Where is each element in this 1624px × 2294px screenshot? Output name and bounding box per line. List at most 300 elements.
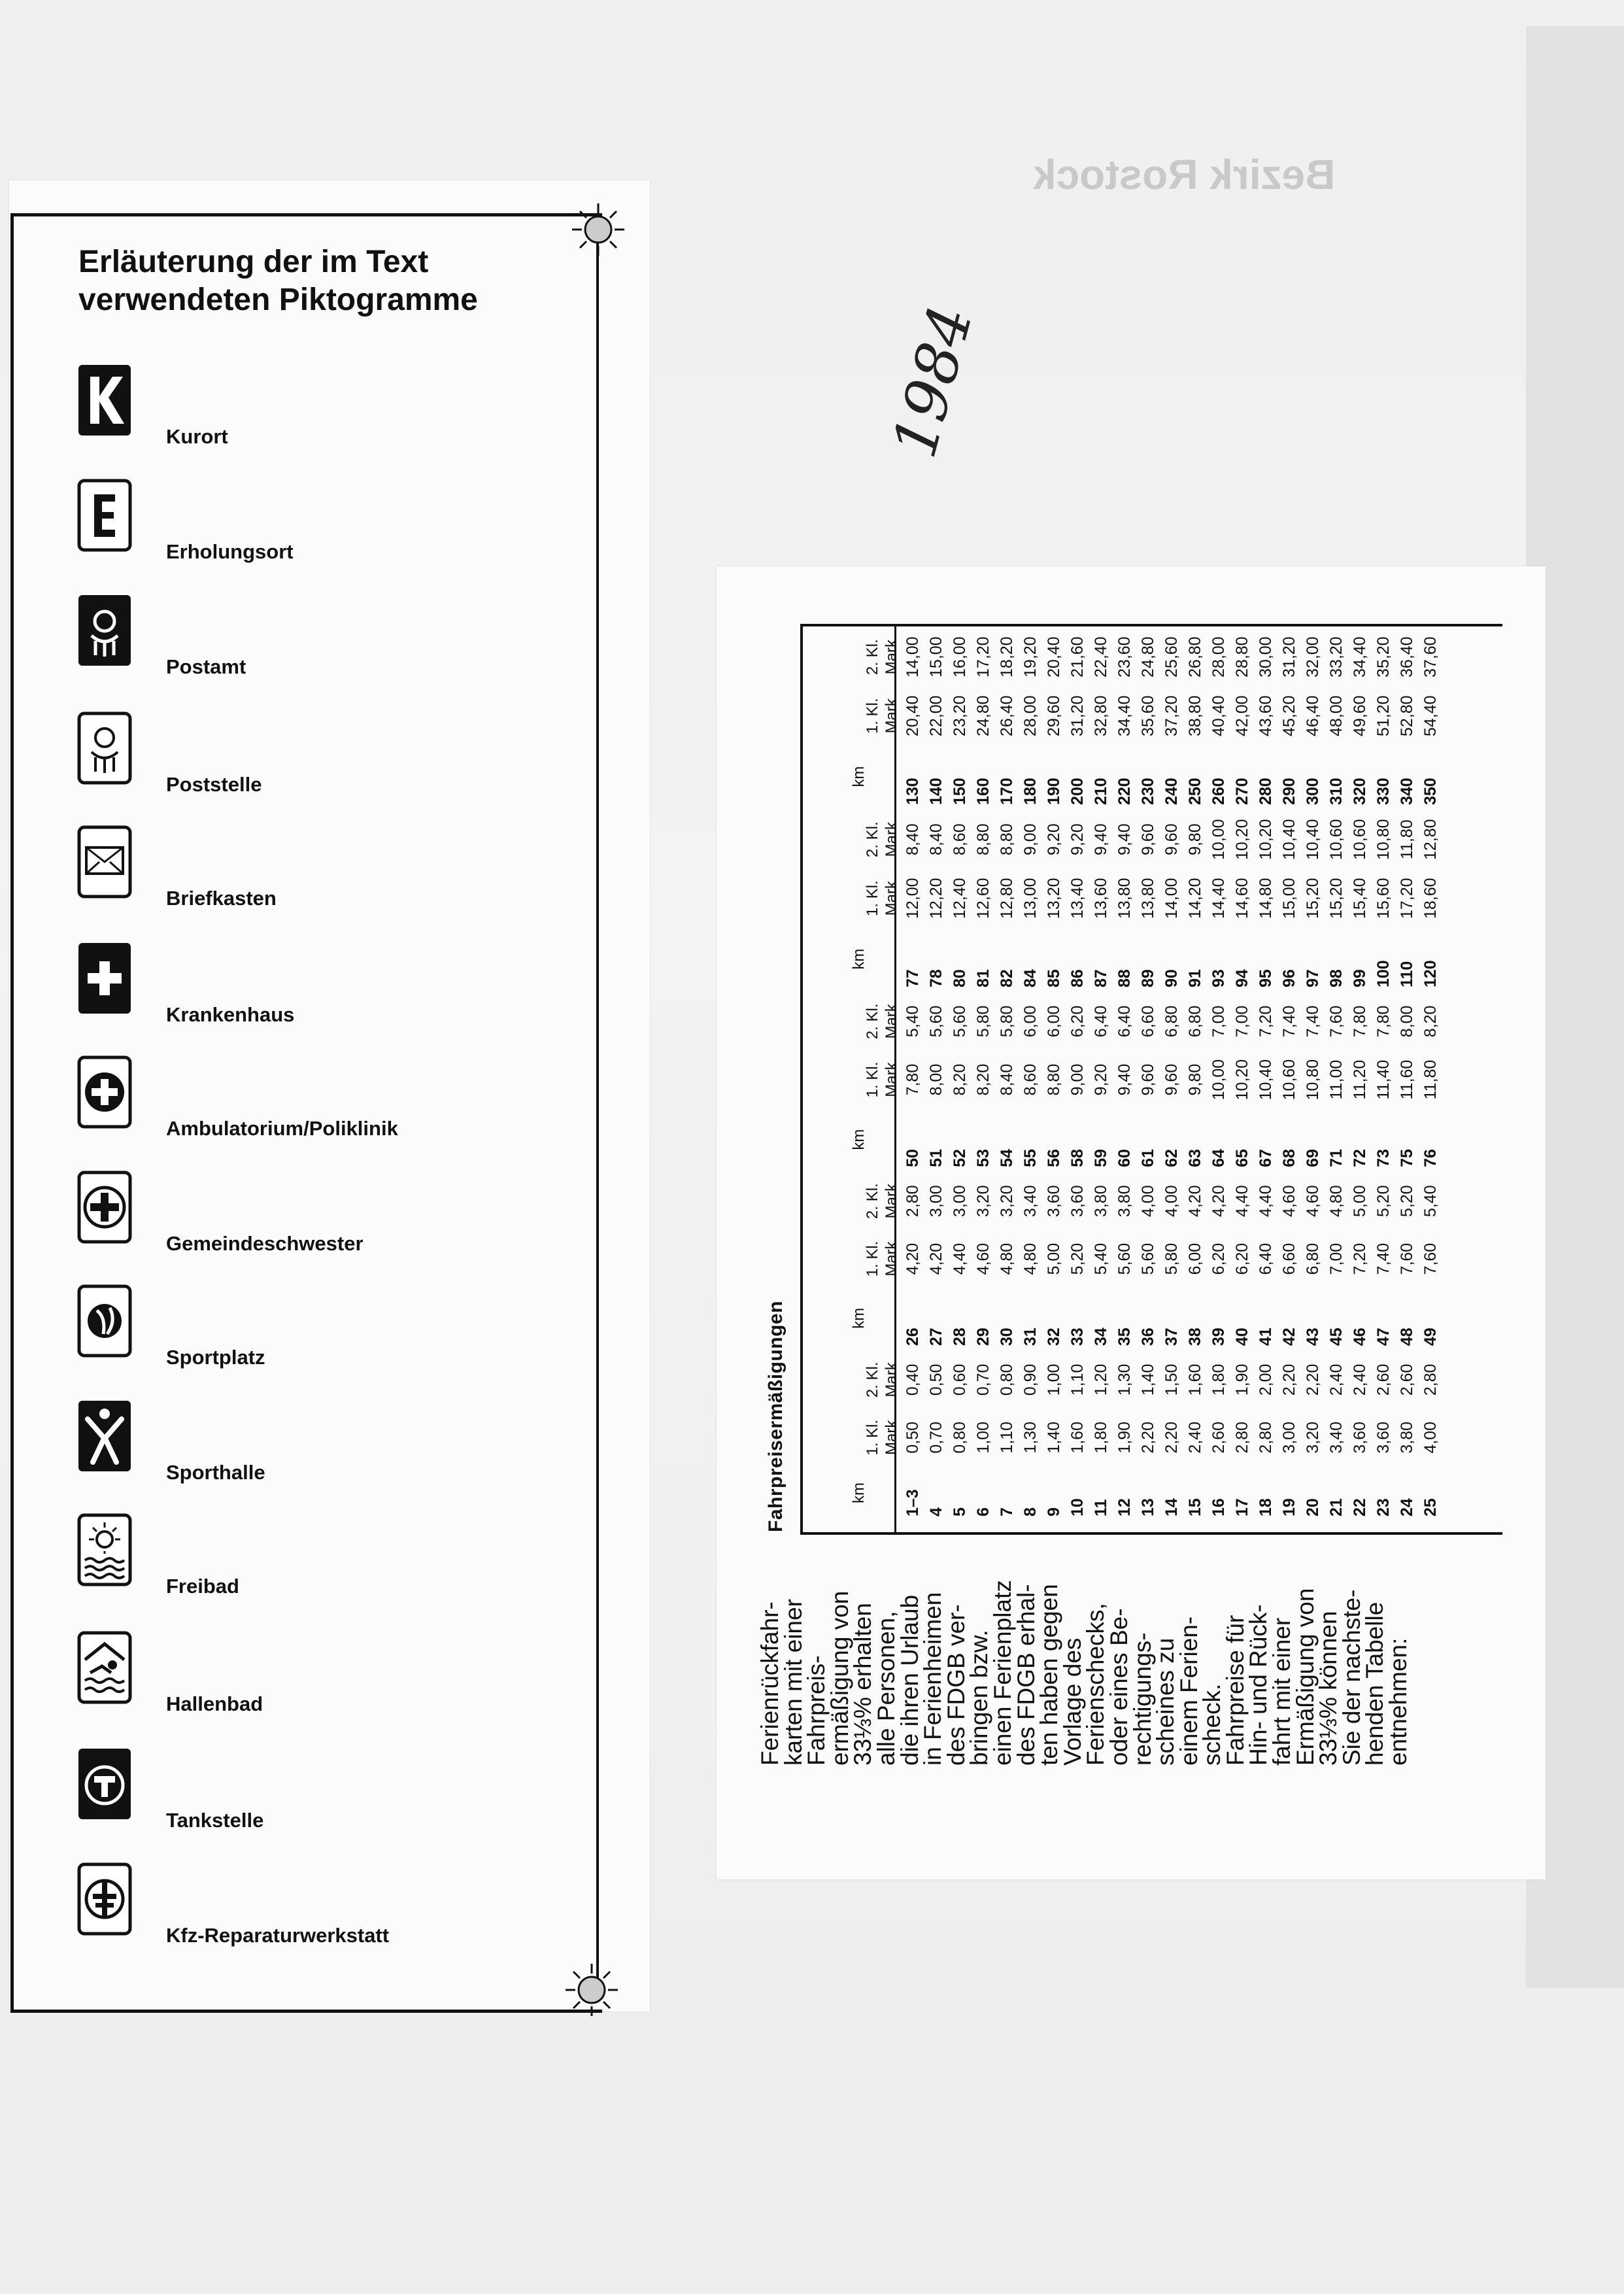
cell-2kl-mark: 30,00 (1256, 636, 1275, 677)
cell-2kl-mark: 10,00 (1209, 819, 1228, 860)
cell-km: 25 (1421, 1498, 1440, 1516)
fare-table-box (800, 624, 1502, 1535)
cell-1kl-mark: 14,40 (1209, 878, 1228, 919)
intro-line: 33⅓% erhalten (849, 1603, 877, 1766)
header-mark: Mark (883, 881, 900, 916)
cell-1kl-mark: 8,20 (950, 1063, 969, 1096)
intro-line: entnehmen: (1385, 1637, 1412, 1766)
cell-km: 130 (903, 778, 922, 806)
cell-km: 310 (1327, 778, 1345, 806)
cell-km: 320 (1350, 778, 1369, 806)
cell-2kl-mark: 31,20 (1279, 636, 1298, 677)
cell-km: 40 (1232, 1327, 1251, 1346)
cell-km: 29 (973, 1327, 992, 1346)
cell-2kl-mark: 8,00 (1397, 1005, 1416, 1038)
table-row (995, 626, 1019, 1520)
table-row (1372, 626, 1395, 1520)
cell-2kl-mark: 36,40 (1397, 636, 1416, 677)
tankstelle-icon (77, 1747, 132, 1821)
table-row (1019, 626, 1042, 1520)
cell-1kl-mark: 11,00 (1327, 1059, 1345, 1100)
header-mark: Mark (883, 822, 900, 857)
cell-km: 65 (1232, 1149, 1251, 1167)
cell-1kl-mark: 5,60 (1138, 1242, 1157, 1275)
cell-1kl-mark: 18,60 (1421, 878, 1440, 919)
cell-1kl-mark: 7,40 (1374, 1242, 1393, 1275)
cell-1kl-mark: 37,20 (1162, 695, 1181, 737)
krankenhaus-icon (77, 942, 132, 1015)
cell-2kl-mark: 26,80 (1185, 636, 1204, 677)
header-mark: Mark (883, 1184, 900, 1219)
cell-km: 39 (1209, 1327, 1228, 1346)
intro-line: bringen bzw. (966, 1630, 993, 1766)
cell-km: 90 (1162, 969, 1181, 988)
cell-1kl-mark: 9,80 (1185, 1063, 1204, 1096)
table-row (1419, 626, 1442, 1520)
cell-1kl-mark: 51,20 (1374, 695, 1393, 737)
cell-km: 75 (1397, 1149, 1416, 1167)
legend-item (77, 1747, 574, 1832)
cell-2kl-mark: 9,60 (1138, 823, 1157, 856)
cell-2kl-mark: 24,80 (1138, 636, 1157, 677)
table-row (948, 626, 972, 1520)
cell-2kl-mark: 1,10 (1068, 1363, 1087, 1396)
cell-1kl-mark: 0,80 (950, 1422, 969, 1454)
cell-2kl-mark: 11,80 (1397, 819, 1416, 860)
header-class: 1. Kl. (864, 1061, 881, 1098)
header-class-mark (816, 626, 901, 687)
cell-1kl-mark: 9,00 (1068, 1063, 1087, 1096)
cell-1kl-mark: 6,20 (1209, 1242, 1228, 1275)
cell-km: 230 (1138, 778, 1157, 806)
header-mark: Mark (883, 1362, 900, 1397)
cell-2kl-mark: 8,40 (926, 823, 945, 856)
legend-title (78, 243, 575, 319)
cell-1kl-mark: 45,20 (1279, 695, 1298, 737)
cell-km: 80 (950, 969, 969, 988)
cell-2kl-mark: 4,20 (1185, 1185, 1204, 1218)
cell-km: 8 (1021, 1507, 1040, 1516)
cell-1kl-mark: 7,60 (1421, 1242, 1440, 1275)
cell-2kl-mark: 3,20 (997, 1185, 1016, 1218)
cell-km: 10 (1068, 1498, 1087, 1516)
cell-km: 68 (1279, 1149, 1298, 1167)
table-row (1395, 626, 1419, 1520)
cell-km: 190 (1044, 778, 1063, 806)
intro-line: Ermäßigung von (1291, 1588, 1319, 1766)
intro-line: einem Ferien- (1175, 1616, 1202, 1766)
intro-line: Fahrpreise für (1221, 1615, 1249, 1766)
cell-km: 50 (903, 1149, 922, 1167)
cell-km: 55 (1021, 1149, 1040, 1167)
cell-km: 12 (1115, 1498, 1134, 1516)
cell-1kl-mark: 9,60 (1162, 1063, 1181, 1096)
cell-km: 31 (1021, 1327, 1040, 1346)
header-class: 1. Kl. (864, 698, 881, 734)
cell-1kl-mark: 3,60 (1350, 1422, 1369, 1454)
cell-1kl-mark: 1,00 (973, 1422, 992, 1454)
cell-km: 260 (1209, 778, 1228, 806)
freibad-icon (77, 1513, 132, 1586)
cell-km: 27 (926, 1327, 945, 1346)
cell-2kl-mark: 10,60 (1350, 819, 1369, 860)
legend-item-label: Poststelle (166, 773, 262, 796)
header-km: km (849, 1482, 868, 1503)
cell-km: 14 (1162, 1498, 1181, 1516)
cell-1kl-mark: 12,40 (950, 878, 969, 919)
cell-km: 220 (1115, 778, 1134, 806)
cell-1kl-mark: 52,80 (1397, 695, 1416, 737)
cell-1kl-mark: 3,60 (1374, 1422, 1393, 1454)
cell-1kl-mark: 15,40 (1350, 878, 1369, 919)
intro-line: einen Ferienplatz (989, 1580, 1016, 1766)
cell-km: 290 (1279, 778, 1298, 806)
cell-2kl-mark: 4,20 (1209, 1185, 1228, 1218)
legend-item-label: Krankenhaus (166, 1003, 295, 1026)
cell-1kl-mark: 0,70 (926, 1422, 945, 1454)
table-row (1301, 626, 1325, 1520)
cell-km: 41 (1256, 1327, 1275, 1346)
legend-item (77, 1055, 574, 1140)
cell-1kl-mark: 8,40 (997, 1063, 1016, 1096)
cell-2kl-mark: 7,80 (1350, 1005, 1369, 1038)
cell-1kl-mark: 24,80 (973, 695, 992, 737)
cell-km: 60 (1115, 1149, 1134, 1167)
cell-2kl-mark: 0,90 (1021, 1363, 1040, 1396)
cell-1kl-mark: 12,20 (926, 878, 945, 919)
cell-1kl-mark: 8,20 (973, 1063, 992, 1096)
cell-1kl-mark: 8,00 (926, 1063, 945, 1096)
cell-2kl-mark: 9,20 (1044, 823, 1063, 856)
cell-2kl-mark: 0,40 (903, 1363, 922, 1396)
briefkasten-icon (77, 825, 132, 899)
cell-2kl-mark: 8,40 (903, 823, 922, 856)
cell-km: 7 (997, 1507, 1016, 1516)
cell-2kl-mark: 7,00 (1209, 1005, 1228, 1038)
cell-2kl-mark: 9,40 (1091, 823, 1110, 856)
table-row (1136, 626, 1160, 1520)
cell-km: 4 (926, 1507, 945, 1516)
table-row (1160, 626, 1183, 1520)
cell-km: 300 (1303, 778, 1322, 806)
legend-item (77, 1631, 574, 1716)
cell-1kl-mark: 15,20 (1303, 878, 1322, 919)
cell-km: 38 (1185, 1327, 1204, 1346)
cell-km: 46 (1350, 1327, 1369, 1346)
legend-item-label: Kfz-Reparaturwerkstatt (166, 1924, 390, 1947)
sun-icon (569, 200, 628, 259)
cell-2kl-mark: 2,20 (1303, 1363, 1322, 1396)
header-class-mark (816, 687, 901, 744)
header-class-mark (816, 991, 901, 1052)
cell-km: 16 (1209, 1498, 1228, 1516)
cell-km: 1–3 (903, 1489, 922, 1516)
cell-1kl-mark: 12,00 (903, 878, 922, 919)
cell-km: 63 (1185, 1149, 1204, 1167)
header-km: km (849, 766, 868, 787)
cell-2kl-mark: 12,80 (1421, 819, 1440, 860)
cell-1kl-mark: 28,00 (1021, 695, 1040, 737)
intro-line: ermäßigung von (826, 1590, 853, 1766)
cell-km: 64 (1209, 1149, 1228, 1167)
cell-km: 150 (950, 778, 969, 806)
cell-2kl-mark: 16,00 (950, 636, 969, 677)
cell-1kl-mark: 10,60 (1279, 1059, 1298, 1101)
intro-line: ten haben gegen (1036, 1584, 1063, 1766)
intro-line: rechtigungs- (1128, 1632, 1156, 1766)
cell-2kl-mark: 5,60 (950, 1005, 969, 1038)
cell-km: 37 (1162, 1327, 1181, 1346)
cell-2kl-mark: 5,80 (973, 1005, 992, 1038)
cell-2kl-mark: 5,20 (1374, 1185, 1393, 1218)
cell-2kl-mark: 6,80 (1185, 1005, 1204, 1038)
cell-1kl-mark: 10,80 (1303, 1059, 1322, 1101)
cell-km: 5 (950, 1507, 969, 1516)
header-class: 1. Kl. (864, 880, 881, 917)
cell-2kl-mark: 9,20 (1068, 823, 1087, 856)
table-row (1113, 626, 1136, 1520)
cell-1kl-mark: 3,00 (1279, 1422, 1298, 1454)
cell-1kl-mark: 4,20 (926, 1242, 945, 1275)
cell-1kl-mark: 9,40 (1115, 1063, 1134, 1096)
header-mark: Mark (883, 640, 900, 675)
cell-1kl-mark: 7,00 (1327, 1242, 1345, 1275)
intro-line: henden Tabelle (1361, 1601, 1389, 1766)
cell-1kl-mark: 13,80 (1138, 878, 1157, 919)
cell-1kl-mark: 5,00 (1044, 1242, 1063, 1275)
cell-km: 82 (997, 969, 1016, 988)
cell-km: 81 (973, 969, 992, 988)
cell-2kl-mark: 4,60 (1279, 1185, 1298, 1218)
kurort-icon (77, 364, 132, 437)
intro-line: Vorlage des (1058, 1637, 1086, 1766)
cell-km: 67 (1256, 1149, 1275, 1167)
header-mark: Mark (883, 1062, 900, 1097)
cell-1kl-mark: 6,00 (1185, 1242, 1204, 1275)
cell-2kl-mark: 2,40 (1350, 1363, 1369, 1396)
sportplatz-icon (77, 1284, 132, 1358)
intro-line: des FDGB erhal- (1012, 1584, 1040, 1766)
cell-2kl-mark: 4,40 (1232, 1185, 1251, 1218)
cell-km: 23 (1374, 1498, 1393, 1516)
cell-km: 34 (1091, 1327, 1110, 1346)
table-row (1277, 626, 1301, 1520)
cell-2kl-mark: 9,40 (1115, 823, 1134, 856)
cell-2kl-mark: 1,00 (1044, 1363, 1063, 1396)
header-class-mark (816, 1350, 901, 1410)
cell-2kl-mark: 2,60 (1374, 1363, 1393, 1396)
cell-km: 86 (1068, 969, 1087, 988)
erholungsort-icon (77, 479, 132, 552)
cell-km: 180 (1021, 778, 1040, 806)
cell-km: 32 (1044, 1327, 1063, 1346)
cell-2kl-mark: 3,60 (1068, 1185, 1087, 1218)
cell-1kl-mark: 40,40 (1209, 695, 1228, 737)
legend-item-label: Kurort (166, 425, 228, 448)
cell-km: 110 (1397, 961, 1416, 988)
cell-2kl-mark: 7,40 (1303, 1005, 1322, 1038)
cell-1kl-mark: 6,80 (1303, 1242, 1322, 1275)
cell-km: 270 (1232, 778, 1251, 806)
header-mark: Mark (883, 1004, 900, 1039)
cell-2kl-mark: 37,60 (1421, 636, 1440, 677)
cell-2kl-mark: 2,80 (903, 1185, 922, 1218)
cell-1kl-mark: 1,40 (1044, 1422, 1063, 1454)
cell-2kl-mark: 10,40 (1303, 819, 1322, 860)
cell-1kl-mark: 4,20 (903, 1242, 922, 1275)
cell-2kl-mark: 5,00 (1350, 1185, 1369, 1218)
intro-line: scheines zu (1152, 1637, 1179, 1766)
intro-line: scheck. (1198, 1683, 1226, 1766)
cell-1kl-mark: 2,80 (1232, 1422, 1251, 1454)
cell-km: 94 (1232, 969, 1251, 988)
cell-1kl-mark: 13,40 (1068, 878, 1087, 919)
cell-2kl-mark: 3,40 (1021, 1185, 1040, 1218)
gemeindeschwester-icon (77, 1171, 132, 1244)
cell-km: 97 (1303, 969, 1322, 988)
header-class-mark (816, 1052, 901, 1108)
legend-item (77, 1399, 574, 1484)
cell-2kl-mark: 1,80 (1209, 1363, 1228, 1396)
table-row (1066, 626, 1089, 1520)
cell-2kl-mark: 35,20 (1374, 636, 1393, 677)
cell-km: 51 (926, 1149, 945, 1167)
cell-1kl-mark: 13,60 (1091, 878, 1110, 919)
cell-1kl-mark: 13,80 (1115, 878, 1134, 919)
table-row (924, 626, 948, 1520)
cell-2kl-mark: 2,40 (1327, 1363, 1345, 1396)
cell-2kl-mark: 22,40 (1091, 636, 1110, 677)
cell-km: 61 (1138, 1149, 1157, 1167)
cell-km: 160 (973, 778, 992, 806)
cell-1kl-mark: 35,60 (1138, 695, 1157, 737)
legend-item (77, 825, 574, 910)
cell-2kl-mark: 3,00 (926, 1185, 945, 1218)
handwritten-year (816, 298, 987, 510)
cell-2kl-mark: 0,70 (973, 1363, 992, 1396)
legend-item (77, 711, 574, 796)
intro-line: alle Personen, (872, 1611, 900, 1766)
table-row (1348, 626, 1372, 1520)
header-class: 2. Kl. (864, 1183, 881, 1220)
cell-1kl-mark: 22,00 (926, 695, 945, 737)
cell-1kl-mark: 31,20 (1068, 695, 1087, 737)
cell-1kl-mark: 15,00 (1279, 878, 1298, 919)
cell-1kl-mark: 2,80 (1256, 1422, 1275, 1454)
cell-1kl-mark: 9,60 (1138, 1063, 1157, 1096)
poststelle-icon (77, 711, 132, 785)
cell-km: 340 (1397, 778, 1416, 806)
cell-2kl-mark: 1,30 (1115, 1363, 1134, 1396)
cell-2kl-mark: 0,80 (997, 1363, 1016, 1396)
cell-2kl-mark: 6,60 (1138, 1005, 1157, 1038)
cell-1kl-mark: 34,40 (1115, 695, 1134, 737)
cell-2kl-mark: 4,00 (1162, 1185, 1181, 1218)
cell-km: 120 (1421, 960, 1440, 988)
cell-1kl-mark: 3,20 (1303, 1422, 1322, 1454)
legend-item (77, 594, 574, 679)
cell-1kl-mark: 23,20 (950, 695, 969, 737)
legend-item-label: Briefkasten (166, 887, 277, 910)
cell-km: 22 (1350, 1498, 1369, 1516)
intro-line: die ihren Urlaub (896, 1594, 923, 1766)
cell-km: 26 (903, 1327, 922, 1346)
cell-km: 49 (1421, 1327, 1440, 1346)
cell-2kl-mark: 6,40 (1091, 1005, 1110, 1038)
cell-1kl-mark: 42,00 (1232, 695, 1251, 737)
cell-2kl-mark: 5,40 (1421, 1185, 1440, 1218)
cell-1kl-mark: 4,80 (1021, 1242, 1040, 1275)
cell-2kl-mark: 2,80 (1421, 1363, 1440, 1396)
header-class-mark (816, 809, 901, 870)
cell-km: 48 (1397, 1327, 1416, 1346)
cell-1kl-mark: 15,60 (1374, 878, 1393, 919)
ambulatorium-icon (77, 1055, 132, 1129)
cell-1kl-mark: 20,40 (903, 695, 922, 737)
cell-km: 47 (1374, 1327, 1393, 1346)
cell-km: 99 (1350, 969, 1369, 988)
cell-km: 89 (1138, 969, 1157, 988)
cell-1kl-mark: 6,60 (1279, 1242, 1298, 1275)
cell-km: 100 (1374, 960, 1393, 988)
cell-2kl-mark: 32,00 (1303, 636, 1322, 677)
header-km: km (849, 1307, 868, 1329)
sporthalle-icon (77, 1399, 132, 1473)
cell-2kl-mark: 4,80 (1327, 1185, 1345, 1218)
legend-item (77, 479, 574, 564)
cell-km: 9 (1044, 1507, 1063, 1516)
intro-line: Fahrpreis- (803, 1655, 830, 1766)
cell-1kl-mark: 29,60 (1044, 695, 1063, 737)
cell-km: 62 (1162, 1149, 1181, 1167)
header-mark: Mark (883, 1420, 900, 1456)
cell-km: 28 (950, 1327, 969, 1346)
cell-1kl-mark: 38,80 (1185, 695, 1204, 737)
cell-1kl-mark: 43,60 (1256, 695, 1275, 737)
legend-item (77, 1513, 574, 1598)
cell-1kl-mark: 3,80 (1397, 1422, 1416, 1454)
intro-line: in Ferienheimen (919, 1592, 947, 1766)
cell-2kl-mark: 3,00 (950, 1185, 969, 1218)
cell-1kl-mark: 1,90 (1115, 1422, 1134, 1454)
cell-2kl-mark: 10,60 (1327, 819, 1345, 860)
cell-2kl-mark: 7,20 (1256, 1005, 1275, 1038)
legend-title-line: Erläuterung der im Text (78, 245, 429, 279)
header-class: 1. Kl. (864, 1241, 881, 1277)
cell-km: 21 (1327, 1498, 1345, 1516)
cell-2kl-mark: 5,60 (926, 1005, 945, 1038)
intro-line: fahrt mit einer (1268, 1617, 1296, 1766)
cell-km: 330 (1374, 778, 1393, 806)
cell-2kl-mark: 9,60 (1162, 823, 1181, 856)
cell-km: 98 (1327, 969, 1345, 988)
legend-item-label: Tankstelle (166, 1809, 264, 1832)
legend-item (77, 1284, 574, 1369)
cell-1kl-mark: 2,60 (1209, 1422, 1228, 1454)
cell-2kl-mark: 15,00 (926, 636, 945, 677)
cell-2kl-mark: 1,90 (1232, 1363, 1251, 1396)
cell-2kl-mark: 0,60 (950, 1363, 969, 1396)
header-mark: Mark (883, 1241, 900, 1276)
cell-2kl-mark: 1,40 (1138, 1363, 1157, 1396)
cell-km: 13 (1138, 1498, 1157, 1516)
cell-km: 36 (1138, 1327, 1157, 1346)
cell-2kl-mark: 5,20 (1397, 1185, 1416, 1218)
legend-item (77, 1171, 574, 1256)
header-class: 2. Kl. (864, 639, 881, 676)
cell-km: 87 (1091, 969, 1110, 988)
cell-1kl-mark: 4,40 (950, 1242, 969, 1275)
